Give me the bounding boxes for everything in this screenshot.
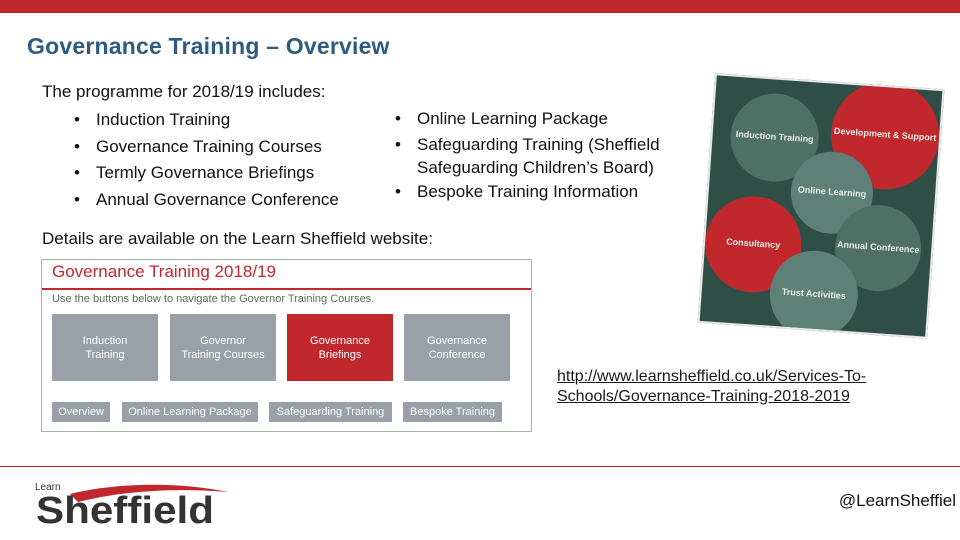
logo-main-text: Sheffield bbox=[36, 490, 214, 528]
panel-subtitle: Use the buttons below to navigate the Governor Training Courses. bbox=[52, 293, 375, 305]
list-item: • Online Learning Package bbox=[395, 106, 707, 133]
overview-button[interactable]: Overview bbox=[52, 402, 110, 422]
list-item: • Safeguarding Training (Sheffield Safeguarding Children’s Board) bbox=[395, 133, 707, 179]
online-learning-package-button[interactable]: Online Learning Package bbox=[122, 402, 258, 422]
governance-conference-button[interactable]: Governance Conference bbox=[404, 314, 510, 381]
website-screenshot-panel bbox=[41, 259, 532, 432]
logo-small-text: Learn bbox=[35, 482, 61, 493]
brochure-circle: Induction Training bbox=[728, 91, 822, 185]
brochure-circle: Trust Activities bbox=[767, 248, 861, 339]
top-accent-bar bbox=[0, 0, 960, 13]
programme-list-left bbox=[74, 107, 339, 213]
list-item: • Governance Training Courses bbox=[74, 134, 339, 161]
footer-divider bbox=[0, 466, 960, 467]
brochure-circle: Development & Support bbox=[827, 78, 942, 193]
intro-text: The programme for 2018/19 includes: bbox=[42, 82, 326, 101]
list-item: • Bespoke Training Information bbox=[395, 179, 707, 206]
safeguarding-training-button[interactable]: Safeguarding Training bbox=[269, 402, 392, 422]
website-link[interactable]: http://www.learnsheffield.co.uk/Services-To-Schools/Governance-Training-2018-2019 bbox=[557, 368, 867, 405]
brochure-circle: Online Learning bbox=[788, 149, 876, 237]
programme-list-right bbox=[395, 106, 707, 205]
list-item: • Termly Governance Briefings bbox=[74, 160, 339, 187]
bespoke-training-button[interactable]: Bespoke Training bbox=[403, 402, 502, 422]
governance-briefings-button[interactable]: Governance Briefings bbox=[287, 314, 393, 381]
brochure-circle: Annual Conference bbox=[832, 202, 924, 294]
list-item: • Annual Governance Conference bbox=[74, 187, 339, 214]
learn-sheffield-logo bbox=[30, 478, 230, 528]
induction-training-button[interactable]: Induction Training bbox=[52, 314, 158, 381]
brochure-circle: Consultancy bbox=[702, 193, 804, 295]
details-text: Details are available on the Learn Sheffield website: bbox=[42, 229, 433, 248]
twitter-handle: @LearnSheffiel bbox=[838, 491, 956, 510]
governor-training-courses-button[interactable]: Governor Training Courses bbox=[170, 314, 276, 381]
page-title: Governance Training – Overview bbox=[27, 33, 390, 59]
brochure-cover-image bbox=[698, 73, 945, 338]
panel-divider bbox=[42, 288, 531, 290]
panel-title: Governance Training 2018/19 bbox=[52, 262, 276, 281]
list-item: • Induction Training bbox=[74, 107, 339, 134]
